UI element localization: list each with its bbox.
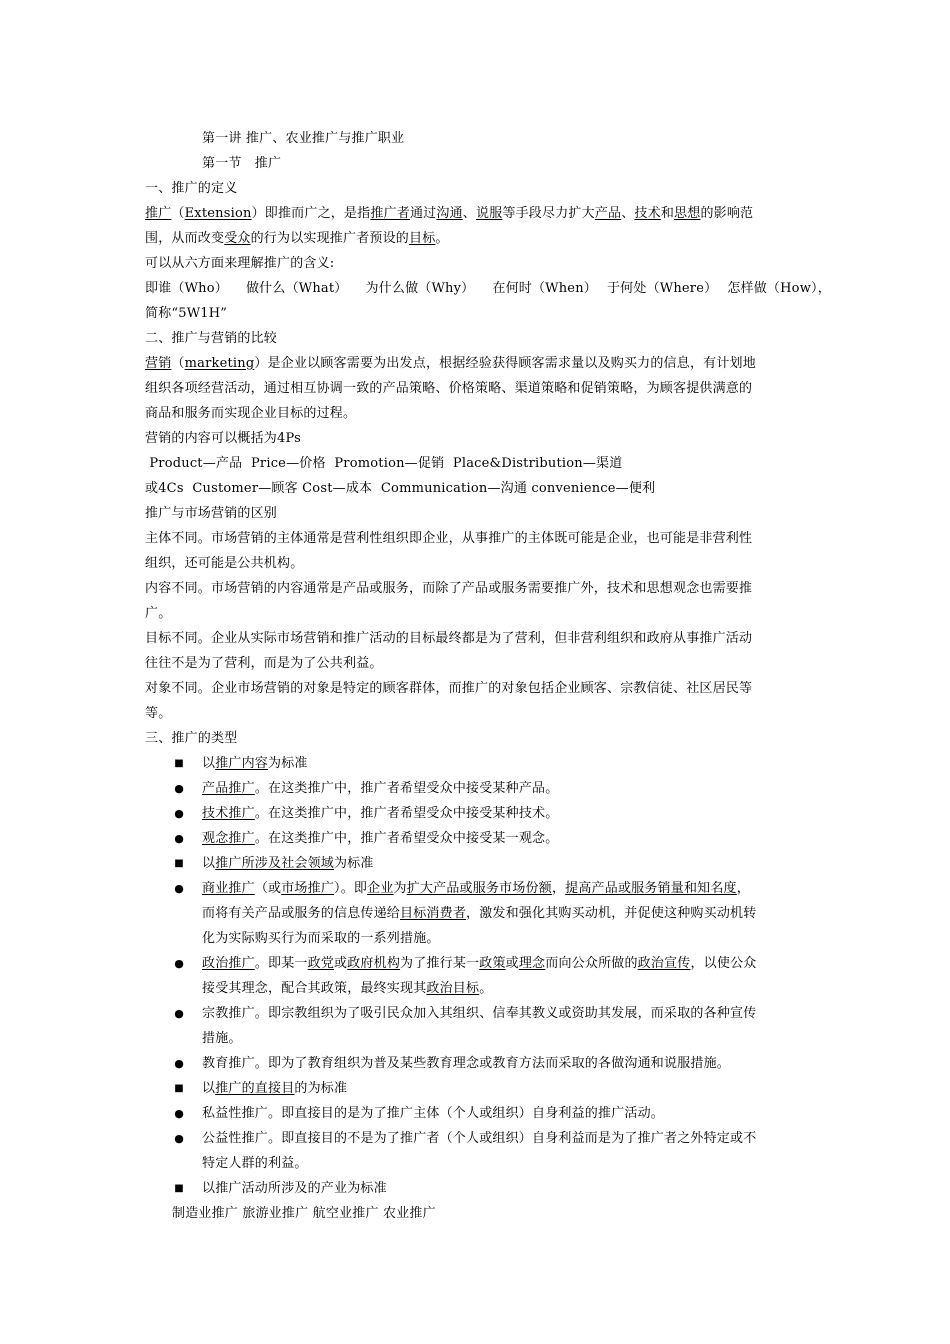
text: ，激发和强化其购买动机，并促使这种购买动机转 (466, 906, 757, 921)
text: 为标准 (334, 856, 374, 871)
text: ）。即 (334, 881, 368, 896)
who-item: 即谁（Who） (145, 281, 228, 296)
text: 和 (660, 206, 675, 221)
type-idea-promotion (202, 826, 558, 851)
lecture-title: 第一讲 推广、农业推广与推广职业 (202, 131, 405, 146)
definition-paragraph-line-2 (145, 226, 810, 251)
type-product-promotion (202, 776, 558, 801)
term-idea: 理念 (518, 956, 546, 971)
type-public-interest-line-1: 公益性推广。即直接目的不是为了推广者（个人或组织）自身利益而是为了推广者之外特定或不 (202, 1131, 757, 1146)
text: ，以使公众 (690, 956, 757, 971)
type-religious-line-2: 措施。 (202, 1031, 242, 1046)
dot-bullet-icon: ● (174, 807, 184, 820)
text: ， (736, 881, 750, 896)
text: 以 (202, 856, 216, 871)
square-bullet-icon: ■ (174, 858, 184, 869)
marketing-paragraph-line-1 (145, 351, 810, 376)
dot-bullet-icon: ● (174, 832, 184, 845)
term-marketing: 营销 (145, 356, 172, 371)
difference-goal-line-2: 往往不是为了营利，而是为了公共利益。 (145, 656, 383, 671)
difference-subject-line-2: 组织，还可能是公共机构。 (145, 556, 304, 571)
difference-subject-line-1: 主体不同。市场营销的主体通常是营利性组织即企业，从事推广的主体既可能是企业，也可能是非营利性 (145, 531, 753, 546)
how-item: 怎样做（How）， (727, 281, 831, 296)
four-cs-line: 或4Cs Customer—顾客 Cost—成本 Communication—沟通 convenience—便利 (145, 481, 656, 496)
marketing-paragraph-line-3: 商品和服务而实现企业目标的过程。 (145, 406, 357, 421)
text: 为标准 (268, 756, 308, 771)
term-extension: 推广 (145, 206, 172, 221)
term-political: 政治推广 (202, 956, 255, 971)
term-technology: 技术 (634, 206, 661, 221)
text: 而向公众所做的 (545, 956, 638, 971)
text: 的为标准 (294, 1081, 348, 1096)
text: （或 (254, 881, 282, 896)
text: 。在这类推广中，推广者希望受众中接受某种产品。 (254, 781, 559, 796)
term-propaganda: 政治宣传 (637, 956, 691, 971)
term-commercial: 商业推广 (202, 881, 255, 896)
text: 接受其理念，配合其政策，最终实现其 (202, 981, 427, 996)
term-persuasion: 说服 (476, 206, 503, 221)
term-direct-purpose: 推广的直接目 (215, 1081, 295, 1096)
type-public-interest-line-2: 特定人群的利益。 (202, 1156, 308, 1171)
term-goal: 目标 (409, 231, 436, 246)
difference-title: 推广与市场营销的区别 (145, 506, 278, 521)
type-technology-promotion (202, 801, 558, 826)
term-market: 市场推广 (281, 881, 335, 896)
text: 围，从而改变 (145, 231, 225, 246)
type-political-line-1 (202, 951, 757, 976)
text: （ (171, 206, 185, 221)
term-party: 政党 (307, 956, 335, 971)
term-government: 政府机构 (347, 956, 401, 971)
text: 以 (202, 1081, 216, 1096)
type-commercial-line-1 (202, 876, 750, 901)
term-policy: 政策 (479, 956, 506, 971)
term-promotion-content: 推广内容 (215, 756, 269, 771)
four-ps-line: Product—产品 Price—价格 Promotion—促销 Place&Distribution—渠道 (145, 456, 623, 471)
text: 。在这类推广中，推广者希望受众中接受某一观念。 (254, 831, 559, 846)
dot-bullet-icon: ● (174, 782, 184, 795)
square-bullet-icon: ■ (174, 1083, 184, 1094)
text: ）即推而广之，是指 (251, 206, 371, 221)
type-education: 教育推广。即为了教育组织为普及某些教育理念或教育方法而采取的各做沟通和说服措施。 (202, 1056, 731, 1071)
type-political-line-2 (202, 976, 492, 1001)
type-private-interest: 私益性推广。即直接目的是为了推广主体（个人或组织）自身利益的推广活动。 (202, 1106, 665, 1121)
why-item: 为什么做（Why） (365, 281, 475, 296)
text: ， (551, 881, 566, 896)
text: 、 (462, 206, 476, 221)
type-commercial-line-2 (202, 901, 756, 926)
term-idea-promotion: 观念推广 (202, 831, 255, 846)
term-sales: 提高产品或服务销量和知名度 (565, 881, 737, 896)
marketing-paragraph-line-2: 组织各项经营活动，通过相互协调一致的产品策略、价格策略、渠道策略和促销策略，为顾客提供满意的 (145, 381, 753, 396)
text: （ (171, 356, 185, 371)
text: 等手段尽力扩大 (502, 206, 595, 221)
text: 。 (435, 231, 449, 246)
five-w-one-h-short: 简称“5W1H” (145, 306, 228, 321)
difference-content-line-2: 广。 (145, 606, 172, 621)
term-product: 产品 (594, 206, 622, 221)
term-marketing-en: marketing (184, 356, 255, 371)
term-market-share: 扩大产品或服务市场份额 (406, 881, 552, 896)
difference-content-line-1: 内容不同。市场营销的内容通常是产品或服务，而除了产品或服务需要推广外，技术和思想观念也需要推 (145, 581, 753, 596)
dot-bullet-icon: ● (174, 1132, 184, 1145)
heading-types: 三、推广的类型 (145, 731, 238, 746)
dot-bullet-icon: ● (174, 1057, 184, 1070)
dot-bullet-icon: ● (174, 957, 184, 970)
section-title: 第一节 推广 (202, 156, 282, 171)
five-w-one-h-line (145, 276, 831, 301)
text: ）是企业以顾客需要为出发点，根据经验获得顾客需求量以及购买力的信息，有计划地 (254, 356, 756, 371)
type-commercial-line-3: 化为实际购买行为而采取的一系列措施。 (202, 931, 440, 946)
definition-paragraph-line-1 (145, 201, 810, 226)
dot-bullet-icon: ● (174, 1107, 184, 1120)
term-political-goal: 政治目标 (426, 981, 480, 996)
text: 以 (202, 756, 216, 771)
difference-object-line-2: 等。 (145, 706, 172, 721)
text: 的影响范 (700, 206, 754, 221)
dot-bullet-icon: ● (174, 1007, 184, 1020)
text: 。 (479, 981, 493, 996)
term-target-consumer: 目标消费者 (400, 906, 467, 921)
term-promoter: 推广者 (370, 206, 410, 221)
text: 、 (621, 206, 635, 221)
when-item: 在何时（When） (492, 281, 597, 296)
text: 为了推行某一 (400, 956, 480, 971)
six-aspects-intro: 可以从六方面来理解推广的含义: (145, 256, 335, 271)
type-criterion-content (202, 751, 308, 776)
term-technology-promotion: 技术推广 (202, 806, 255, 821)
what-item: 做什么（What） (245, 281, 348, 296)
term-enterprise: 企业 (367, 881, 394, 896)
text: 。在这类推广中，推广者希望受众中接受某种技术。 (254, 806, 559, 821)
text: 。即某一 (254, 956, 308, 971)
heading-comparison: 二、推广与营销的比较 (145, 331, 278, 346)
term-communication: 沟通 (436, 206, 463, 221)
term-product-promotion: 产品推广 (202, 781, 255, 796)
text: 或 (505, 956, 519, 971)
type-religious-line-1: 宗教推广。即宗教组织为了吸引民众加入其组织、信奉其教义或资助其发展，而采取的各种宣传 (202, 1006, 757, 1021)
square-bullet-icon: ■ (174, 758, 184, 769)
text: 为 (393, 881, 407, 896)
four-ps-intro: 营销的内容可以概括为4Ps (145, 431, 301, 446)
text: 或 (334, 956, 348, 971)
difference-object-line-1: 对象不同。企业市场营销的对象是特定的顾客群体，而推广的对象包括企业顾客、宗教信徒、社区居民等 (145, 681, 753, 696)
term-extension-en: Extension (184, 206, 252, 221)
type-criterion-industry: 以推广活动所涉及的产业为标准 (202, 1181, 387, 1196)
where-item: 于何处（Where） (606, 281, 718, 296)
term-social-field: 推广所涉及社会领域 (215, 856, 335, 871)
term-audience: 受众 (224, 231, 251, 246)
industry-list: 制造业推广 旅游业推广 航空业推广 农业推广 (172, 1206, 436, 1221)
text: 的行为以实现推广者预设的 (250, 231, 410, 246)
term-thought: 思想 (674, 206, 701, 221)
text: 而将有关产品或服务的信息传递给 (202, 906, 401, 921)
difference-goal-line-1: 目标不同。企业从实际市场营销和推广活动的目标最终都是为了营利，但非营利组织和政府从事推广活动 (145, 631, 753, 646)
type-criterion-purpose (202, 1076, 347, 1101)
text: 通过 (409, 206, 437, 221)
dot-bullet-icon: ● (174, 882, 184, 895)
heading-definition: 一、推广的定义 (145, 181, 238, 196)
type-criterion-field (202, 851, 374, 876)
square-bullet-icon: ■ (174, 1183, 184, 1194)
